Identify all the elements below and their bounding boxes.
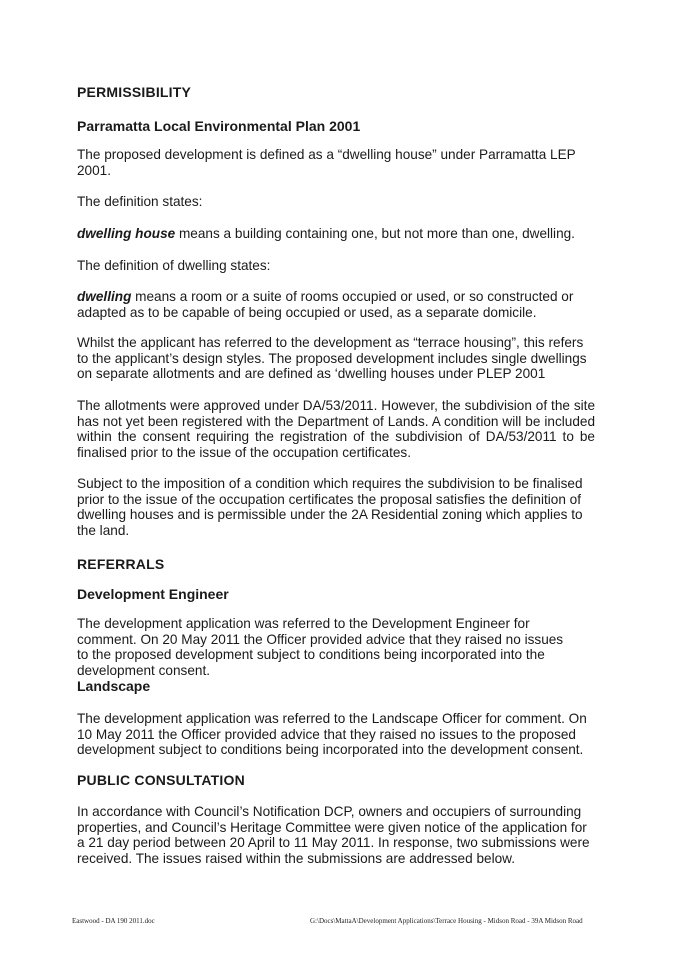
heading-public-consultation: PUBLIC CONSULTATION — [77, 772, 245, 788]
definition-dwelling-text: means a room or a suite of rooms occupied or used, or so constructed or adapted as to be capable of being occupied or used, as a separate domicile. — [77, 289, 574, 320]
paragraph-definition-states: The definition states: — [77, 194, 203, 209]
footer-path: G:\Docs\MattaA\Development Applications\Terrace Housing - Midson Road - 39A Midson Road — [310, 917, 583, 925]
paragraph-public-consultation: In accordance with Council’s Notification DCP, owners and occupiers of surrounding properties, and Council’s Heritage Committee were given notice of the application for a 21 day period between 20 April to 11 May 2011. In response, two submissions were received. The issues raised within the submissions are addressed below. — [77, 804, 590, 866]
definition-dwelling-house-text: means a building containing one, but not more than one, dwelling. — [175, 226, 575, 241]
heading-referrals: REFERRALS — [77, 556, 165, 572]
paragraph-definition: The proposed development is defined as a “dwelling house” under Parramatta LEP 2001. — [77, 147, 576, 178]
heading-permissibility: PERMISSIBILITY — [77, 84, 192, 100]
heading-plep: Parramatta Local Environmental Plan 2001 — [77, 118, 361, 134]
term-dwelling-house: dwelling house — [77, 226, 176, 241]
footer-filename: Eastwood - DA 190 2011.doc — [72, 917, 155, 925]
definition-dwelling — [77, 289, 595, 320]
paragraph-allotments: The allotments were approved under DA/53/2011. However, the subdivision of the site has not yet been registered with the Department of Lands. A condition will be included within the consent requiring the registration of the subdivision of DA/53/2011 to be finalised prior to the issue of the occupation certificates. — [77, 398, 595, 460]
heading-development-engineer: Development Engineer — [77, 586, 229, 602]
paragraph-engineer-referral: The development application was referred to the Development Engineer for comment. On 20 May 2011 the Officer provided advice that they raised no issues to the proposed development subject to conditions being incorporated into the development consent. — [77, 616, 564, 678]
paragraph-landscape-referral: The development application was referred to the Landscape Officer for comment. On 10 May 2011 the Officer provided advice that they raised no issues to the proposed development subject to conditions being incorporated into the development consent. — [77, 711, 587, 757]
paragraph-subject-to-condition: Subject to the imposition of a condition which requires the subdivision to be finalised prior to the issue of the occupation certificates the proposal satisfies the definition of dwelling houses and is permissible under the 2A Residential zoning which applies to the land. — [77, 476, 583, 538]
term-dwelling: dwelling — [77, 289, 132, 304]
definition-dwelling-house — [77, 226, 597, 242]
paragraph-terrace-housing: Whilst the applicant has referred to the development as “terrace housing”, this refers to the applicant’s design styles. The proposed development includes single dwellings on separate allotments and are defined as ‘dwelling houses under PLEP 2001 — [77, 335, 587, 381]
heading-landscape: Landscape — [77, 678, 151, 694]
paragraph-definition-of-dwelling: The definition of dwelling states: — [77, 258, 271, 273]
